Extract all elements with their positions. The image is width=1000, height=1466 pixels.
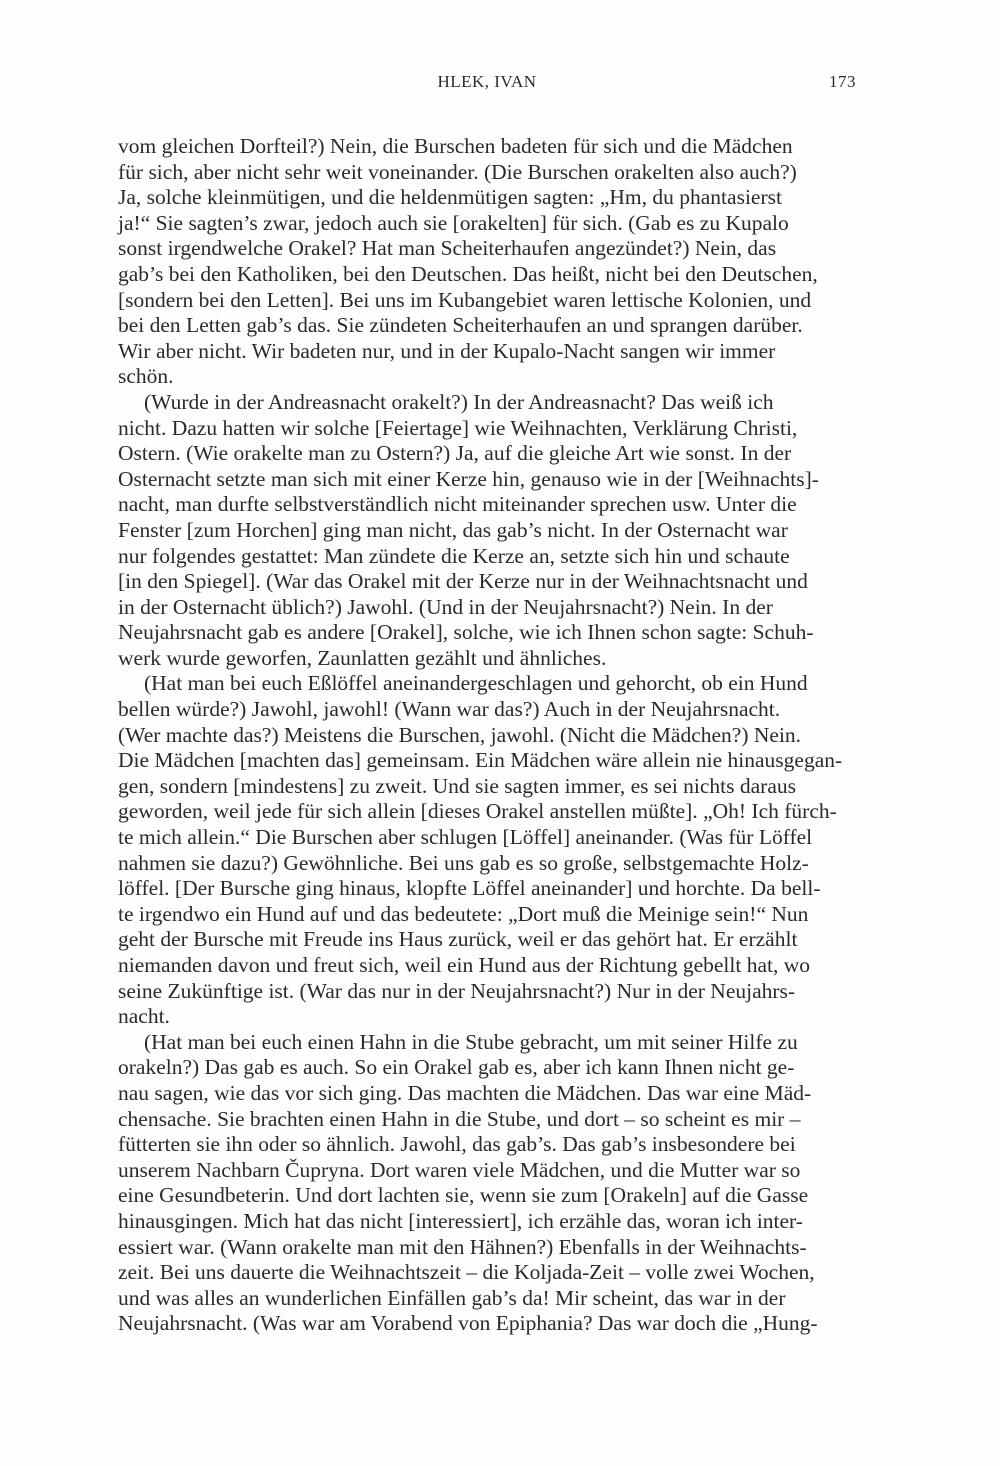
running-head	[118, 72, 856, 98]
text-line: Neujahrsnacht. (Was war am Vorabend von Epiphania? Das war doch die „Hung-	[118, 1311, 818, 1336]
text-line: (Hat man bei euch einen Hahn in die Stube gebracht, um mit seiner Hilfe zu	[144, 1029, 798, 1054]
text-line: gen, sondern [mindestens] zu zweit. Und sie sagten immer, es sei nichts daraus	[118, 773, 797, 798]
text-line: zeit. Bei uns dauerte die Weihnachtszeit – die Koljada-Zeit – volle zwei Wochen,	[118, 1260, 815, 1285]
text-line: chensache. Sie brachten einen Hahn in die Stube, und dort – so scheint es mir –	[118, 1106, 801, 1131]
text-line: geht der Bursche mit Freude ins Haus zurück, weil er das gehört hat. Er erzählt	[118, 927, 798, 952]
text-line: nur folgendes gestattet: Man zündete die Kerze an, setzte sich hin und schaute	[118, 543, 790, 568]
text-line: löffel. [Der Bursche ging hinaus, klopfte Löffel aneinander] und horchte. Da bell-	[118, 876, 821, 901]
text-line: (Hat man bei euch Eßlöffel aneinandergeschlagen und gehorcht, ob ein Hund	[144, 671, 808, 696]
text-line: eine Gesundbeterin. Und dort lachten sie, wenn sie zum [Orakeln] auf die Gasse	[118, 1183, 809, 1208]
body-text	[118, 134, 906, 1337]
text-line: Fenster [zum Horchen] ging man nicht, das gab’s nicht. In der Osternacht war	[118, 517, 788, 542]
text-line: Ostern. (Wie orakelte man zu Ostern?) Ja, auf die gleiche Art wie sonst. In der	[118, 441, 792, 466]
text-line: (Wurde in der Andreasnacht orakelt?) In der Andreasnacht? Das weiß ich	[144, 389, 774, 414]
text-line: sonst irgendwelche Orakel? Hat man Scheiterhaufen angezündet?) Nein, das	[118, 236, 777, 261]
text-line: und was alles an wunderlichen Einfällen gab’s da! Mir scheint, das war in der	[118, 1285, 786, 1310]
text-line: [sondern bei den Letten]. Bei uns im Kubangebiet waren lettische Kolonien, und	[118, 287, 812, 312]
text-line: nacht, man durfte selbstverständlich nicht miteinander sprechen usw. Unter die	[118, 492, 797, 517]
page-number: 173	[829, 72, 856, 91]
text-line: (Wer machte das?) Meistens die Burschen, jawohl. (Nicht die Mädchen?) Nein.	[118, 722, 802, 747]
text-line: fütterten sie ihn oder so ähnlich. Jawohl, das gab’s. Das gab’s insbesondere bei	[118, 1132, 796, 1157]
text-line: hinausgingen. Mich hat das nicht [interessiert], ich erzähle das, woran ich inter-	[118, 1208, 803, 1233]
text-line: nahmen sie dazu?) Gewöhnliche. Bei uns gab es so große, selbstgemachte Holz-	[118, 850, 809, 875]
text-line: Ja, solche kleinmütigen, und die heldenmütigen sagten: „Hm, du phantasierst	[118, 185, 782, 210]
text-line: essiert war. (Wann orakelte man mit den Hähnen?) Ebenfalls in der Weihnachts-	[118, 1234, 807, 1259]
text-line: werk wurde geworfen, Zaunlatten gezählt und ähnliches.	[118, 645, 607, 670]
text-line: schön.	[118, 364, 174, 389]
text-line: unserem Nachbarn Čupryna. Dort waren viele Mädchen, und die Mutter war so	[118, 1157, 801, 1182]
text-line: geworden, weil jede für sich allein [dieses Orakel anstellen müßte]. „Oh! Ich fürch-	[118, 799, 837, 824]
text-line: nacht.	[118, 1004, 170, 1029]
text-line: vom gleichen Dorfteil?) Nein, die Burschen badeten für sich und die Mädchen	[118, 134, 793, 158]
text-line: Wir aber nicht. Wir badeten nur, und in der Kupalo-Nacht sangen wir immer	[118, 338, 776, 363]
text-line: in der Osternacht üblich?) Jawohl. (Und in der Neujahrsnacht?) Nein. In der	[118, 594, 773, 619]
text-line: [in den Spiegel]. (War das Orakel mit der Kerze nur in der Weihnachtsnacht und	[118, 569, 808, 594]
text-line: ja!“ Sie sagten’s zwar, jedoch auch sie [orakelten] für sich. (Gab es zu Kupalo	[118, 210, 789, 235]
text-line: niemanden davon und freut sich, weil ein Hund aus der Richtung gebellt hat, wo	[118, 953, 811, 977]
text-line: Die Mädchen [machten das] gemeinsam. Ein Mädchen wäre allein nie hinausgegan-	[118, 748, 843, 773]
text-line: seine Zukünftige ist. (War das nur in der Neujahrsnacht?) Nur in der Neujahrs-	[118, 978, 796, 1003]
text-line: Osternacht setzte man sich mit einer Kerze hin, genauso wie in der [Weihnachts]-	[118, 466, 819, 491]
running-head-title: HLEK, IVAN	[437, 72, 537, 91]
text-line: gab’s bei den Katholiken, bei den Deutschen. Das heißt, nicht bei den Deutschen,	[118, 261, 818, 286]
text-line: für sich, aber nicht sehr weit voneinander. (Die Burschen orakelten also auch?)	[118, 159, 797, 184]
text-line: bei den Letten gab’s das. Sie zündeten Scheiterhaufen an und sprangen darüber.	[118, 313, 803, 338]
text-line: nau sagen, wie das vor sich ging. Das machten die Mädchen. Das war eine Mäd-	[118, 1080, 812, 1105]
text-line: orakeln?) Das gab es auch. So ein Orakel gab es, aber ich kann Ihnen nicht ge-	[118, 1055, 795, 1080]
text-line: te mich allein.“ Die Burschen aber schlugen [Löffel] aneinander. (Was für Löffel	[118, 825, 813, 850]
text-line: te irgendwo ein Hund auf und das bedeutete: „Dort muß die Meinige sein!“ Nun	[118, 901, 809, 926]
text-line: nicht. Dazu hatten wir solche [Feiertage] wie Weihnachten, Verklärung Christi,	[118, 415, 798, 440]
text-line: bellen würde?) Jawohl, jawohl! (Wann war das?) Auch in der Neujahrsnacht.	[118, 697, 781, 722]
text-line: Neujahrsnacht gab es andere [Orakel], solche, wie ich Ihnen schon sagte: Schuh-	[118, 620, 814, 645]
